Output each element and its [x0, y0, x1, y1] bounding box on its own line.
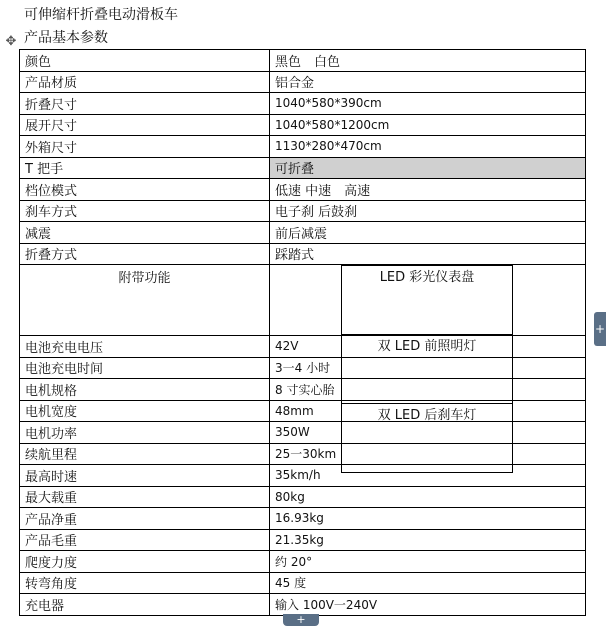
row-label: 产品毛重: [20, 529, 270, 551]
row-label: 充电器: [20, 594, 270, 616]
table-row: [20, 222, 586, 244]
row-label: 颜色: [20, 50, 270, 72]
table-row: [20, 551, 586, 573]
row-value: 42V: [270, 336, 586, 358]
row-label: 档位模式: [20, 179, 270, 201]
plus-icon: +: [296, 613, 306, 626]
row-label: 附带功能: [20, 265, 270, 336]
row-label: 刹车方式: [20, 200, 270, 222]
table-row: [20, 529, 586, 551]
row-label: 减震: [20, 222, 270, 244]
table-row: [20, 114, 586, 136]
section-title: 产品基本参数: [24, 30, 108, 46]
row-value: 铝合金: [270, 71, 586, 93]
row-label: 电池充电时间: [20, 357, 270, 379]
spec-table: [19, 49, 586, 616]
row-value: 8 寸实心胎: [270, 379, 586, 401]
row-label: T 把手: [20, 157, 270, 179]
row-label: 爬度力度: [20, 551, 270, 573]
row-label: 电机功率: [20, 422, 270, 444]
row-value: 黑色 白色: [270, 50, 586, 72]
row-value: 可折叠: [270, 157, 586, 179]
feature-item: 双 LED 后刹车灯: [342, 404, 513, 473]
row-value: 低速 中速 高速: [270, 179, 586, 201]
row-label: 折叠尺寸: [20, 93, 270, 115]
row-value: 16.93kg: [270, 508, 586, 530]
row-label: 续航里程: [20, 443, 270, 465]
row-value: 21.35kg: [270, 529, 586, 551]
table-row: [20, 136, 586, 158]
move-handle-icon[interactable]: ✥: [5, 34, 17, 49]
row-value: 约 20°: [270, 551, 586, 573]
row-label: 电池充电电压: [20, 336, 270, 358]
row-value: 前后减震: [270, 222, 586, 244]
row-value: 1040*580*1200cm: [270, 114, 586, 136]
row-value: 3一4 小时: [270, 357, 586, 379]
row-value: 45 度: [270, 572, 586, 594]
table-row: [20, 572, 586, 594]
row-label: 电机规格: [20, 379, 270, 401]
row-label: 转弯角度: [20, 572, 270, 594]
row-label: 产品净重: [20, 508, 270, 530]
row-label: 电机宽度: [20, 400, 270, 422]
table-row: [20, 200, 586, 222]
row-value: 电子刹 后鼓刹: [270, 200, 586, 222]
row-label: 外箱尺寸: [20, 136, 270, 158]
table-row: [20, 594, 586, 616]
document-title: 可伸缩杆折叠电动滑板车: [24, 7, 178, 23]
feature-list: [341, 265, 513, 473]
row-value: 48mm: [270, 400, 586, 422]
row-label: 产品材质: [20, 71, 270, 93]
table-row: [20, 93, 586, 115]
row-value: 35km/h: [270, 465, 586, 487]
table-row: [20, 179, 586, 201]
row-label: 折叠方式: [20, 243, 270, 265]
expand-bottom-tab[interactable]: [283, 614, 319, 626]
row-value: 踩踏式: [270, 243, 586, 265]
expand-side-tab[interactable]: [594, 312, 606, 346]
table-row: [20, 71, 586, 93]
feature-item: LED 彩光仪表盘: [342, 266, 513, 335]
row-value: 1040*580*390cm: [270, 93, 586, 115]
row-value: 输入 100V一240V: [270, 594, 586, 616]
table-row: [20, 50, 586, 72]
feature-item: 双 LED 前照明灯: [342, 335, 513, 404]
table-row: [20, 486, 586, 508]
row-value: 1130*280*470cm: [270, 136, 586, 158]
row-label: 展开尺寸: [20, 114, 270, 136]
plus-icon: +: [594, 322, 606, 336]
table-row: [20, 157, 586, 179]
row-label: 最大载重: [20, 486, 270, 508]
row-value: 350W: [270, 422, 586, 444]
table-row-features: [20, 265, 586, 336]
table-row: [20, 243, 586, 265]
row-label: 最高时速: [20, 465, 270, 487]
row-value: 80kg: [270, 486, 586, 508]
row-value: 25一30km: [270, 443, 586, 465]
table-row: [20, 508, 586, 530]
